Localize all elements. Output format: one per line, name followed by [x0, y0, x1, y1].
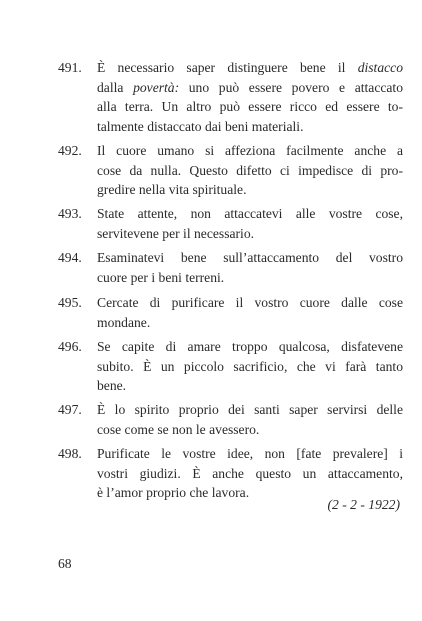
- entry-text: [97, 444, 403, 503]
- entry-495: [58, 293, 403, 332]
- entry-number: 494.: [58, 250, 82, 265]
- text-line: servitevene per il necessario.: [97, 225, 255, 241]
- text-line: bene.: [97, 378, 127, 393]
- text-line: cose come se non le avessero.: [97, 421, 260, 437]
- entry-492: [58, 141, 403, 200]
- text-line: dalla povertà: uno può essere povero e attaccato: [97, 79, 403, 95]
- text-line: cuore per i beni terreni.: [97, 269, 225, 285]
- text-line: talmente distaccato dai beni materiali.: [97, 118, 304, 134]
- entry-491: [58, 58, 403, 136]
- entry-496: [58, 337, 403, 396]
- text-line: subito. È un piccolo sacrificio, che vi farà tanto: [97, 358, 403, 374]
- entry-number: 491.: [58, 60, 82, 75]
- entry-494: [58, 248, 403, 287]
- text-line: È necessario saper distinguere bene il distacco: [97, 60, 403, 75]
- entry-text: [97, 141, 403, 200]
- text-line: mondane.: [97, 314, 151, 330]
- entry-text: [97, 337, 403, 396]
- text-line: State attente, non attaccatevi alle vostre cose,: [97, 206, 403, 221]
- entry-498: [58, 444, 403, 503]
- text-line: alla terra. Un altro può essere ricco ed essere to-: [97, 99, 403, 114]
- text-line: Se capite di amare troppo qualcosa, disfatevene: [97, 339, 403, 354]
- text-line: Esaminatevi bene sull’attaccamento del vostro: [97, 250, 403, 265]
- date-note: (2 - 2 - 1922): [327, 497, 400, 512]
- entry-number: 497.: [58, 402, 82, 417]
- text-line: vostri giudizi. È anche questo un attaccamento,: [97, 465, 403, 481]
- text-line: È lo spirito proprio dei santi saper servirsi delle: [97, 402, 403, 417]
- entry-number: 498.: [58, 446, 82, 461]
- entry-number: 496.: [58, 339, 82, 354]
- page-number: 68: [58, 556, 72, 571]
- italic-term: povertà:: [133, 79, 180, 95]
- text-line: è l’amor proprio che lavora.: [97, 485, 250, 500]
- text-line: gredire nella vita spirituale.: [97, 182, 247, 197]
- entry-text: [97, 293, 403, 332]
- text-line: cose da nulla. Questo difetto ci impedisce di pro-: [97, 162, 403, 178]
- entry-number: 493.: [58, 206, 82, 221]
- entry-text: [97, 400, 403, 439]
- entry-number: 492.: [58, 143, 82, 158]
- italic-term: distacco: [357, 60, 403, 75]
- text-line: Purificate le vostre idee, non [fate prevalere] i: [97, 446, 403, 461]
- entry-text: [97, 58, 403, 136]
- entry-497: [58, 400, 403, 439]
- entry-text: [97, 204, 403, 243]
- entry-text: [97, 248, 403, 287]
- entry-number: 495.: [58, 295, 82, 310]
- text-line: Cercate di purificare il vostro cuore dalle cose: [97, 295, 403, 310]
- text-line: Il cuore umano si affeziona facilmente anche a: [97, 143, 403, 158]
- entry-493: [58, 204, 403, 243]
